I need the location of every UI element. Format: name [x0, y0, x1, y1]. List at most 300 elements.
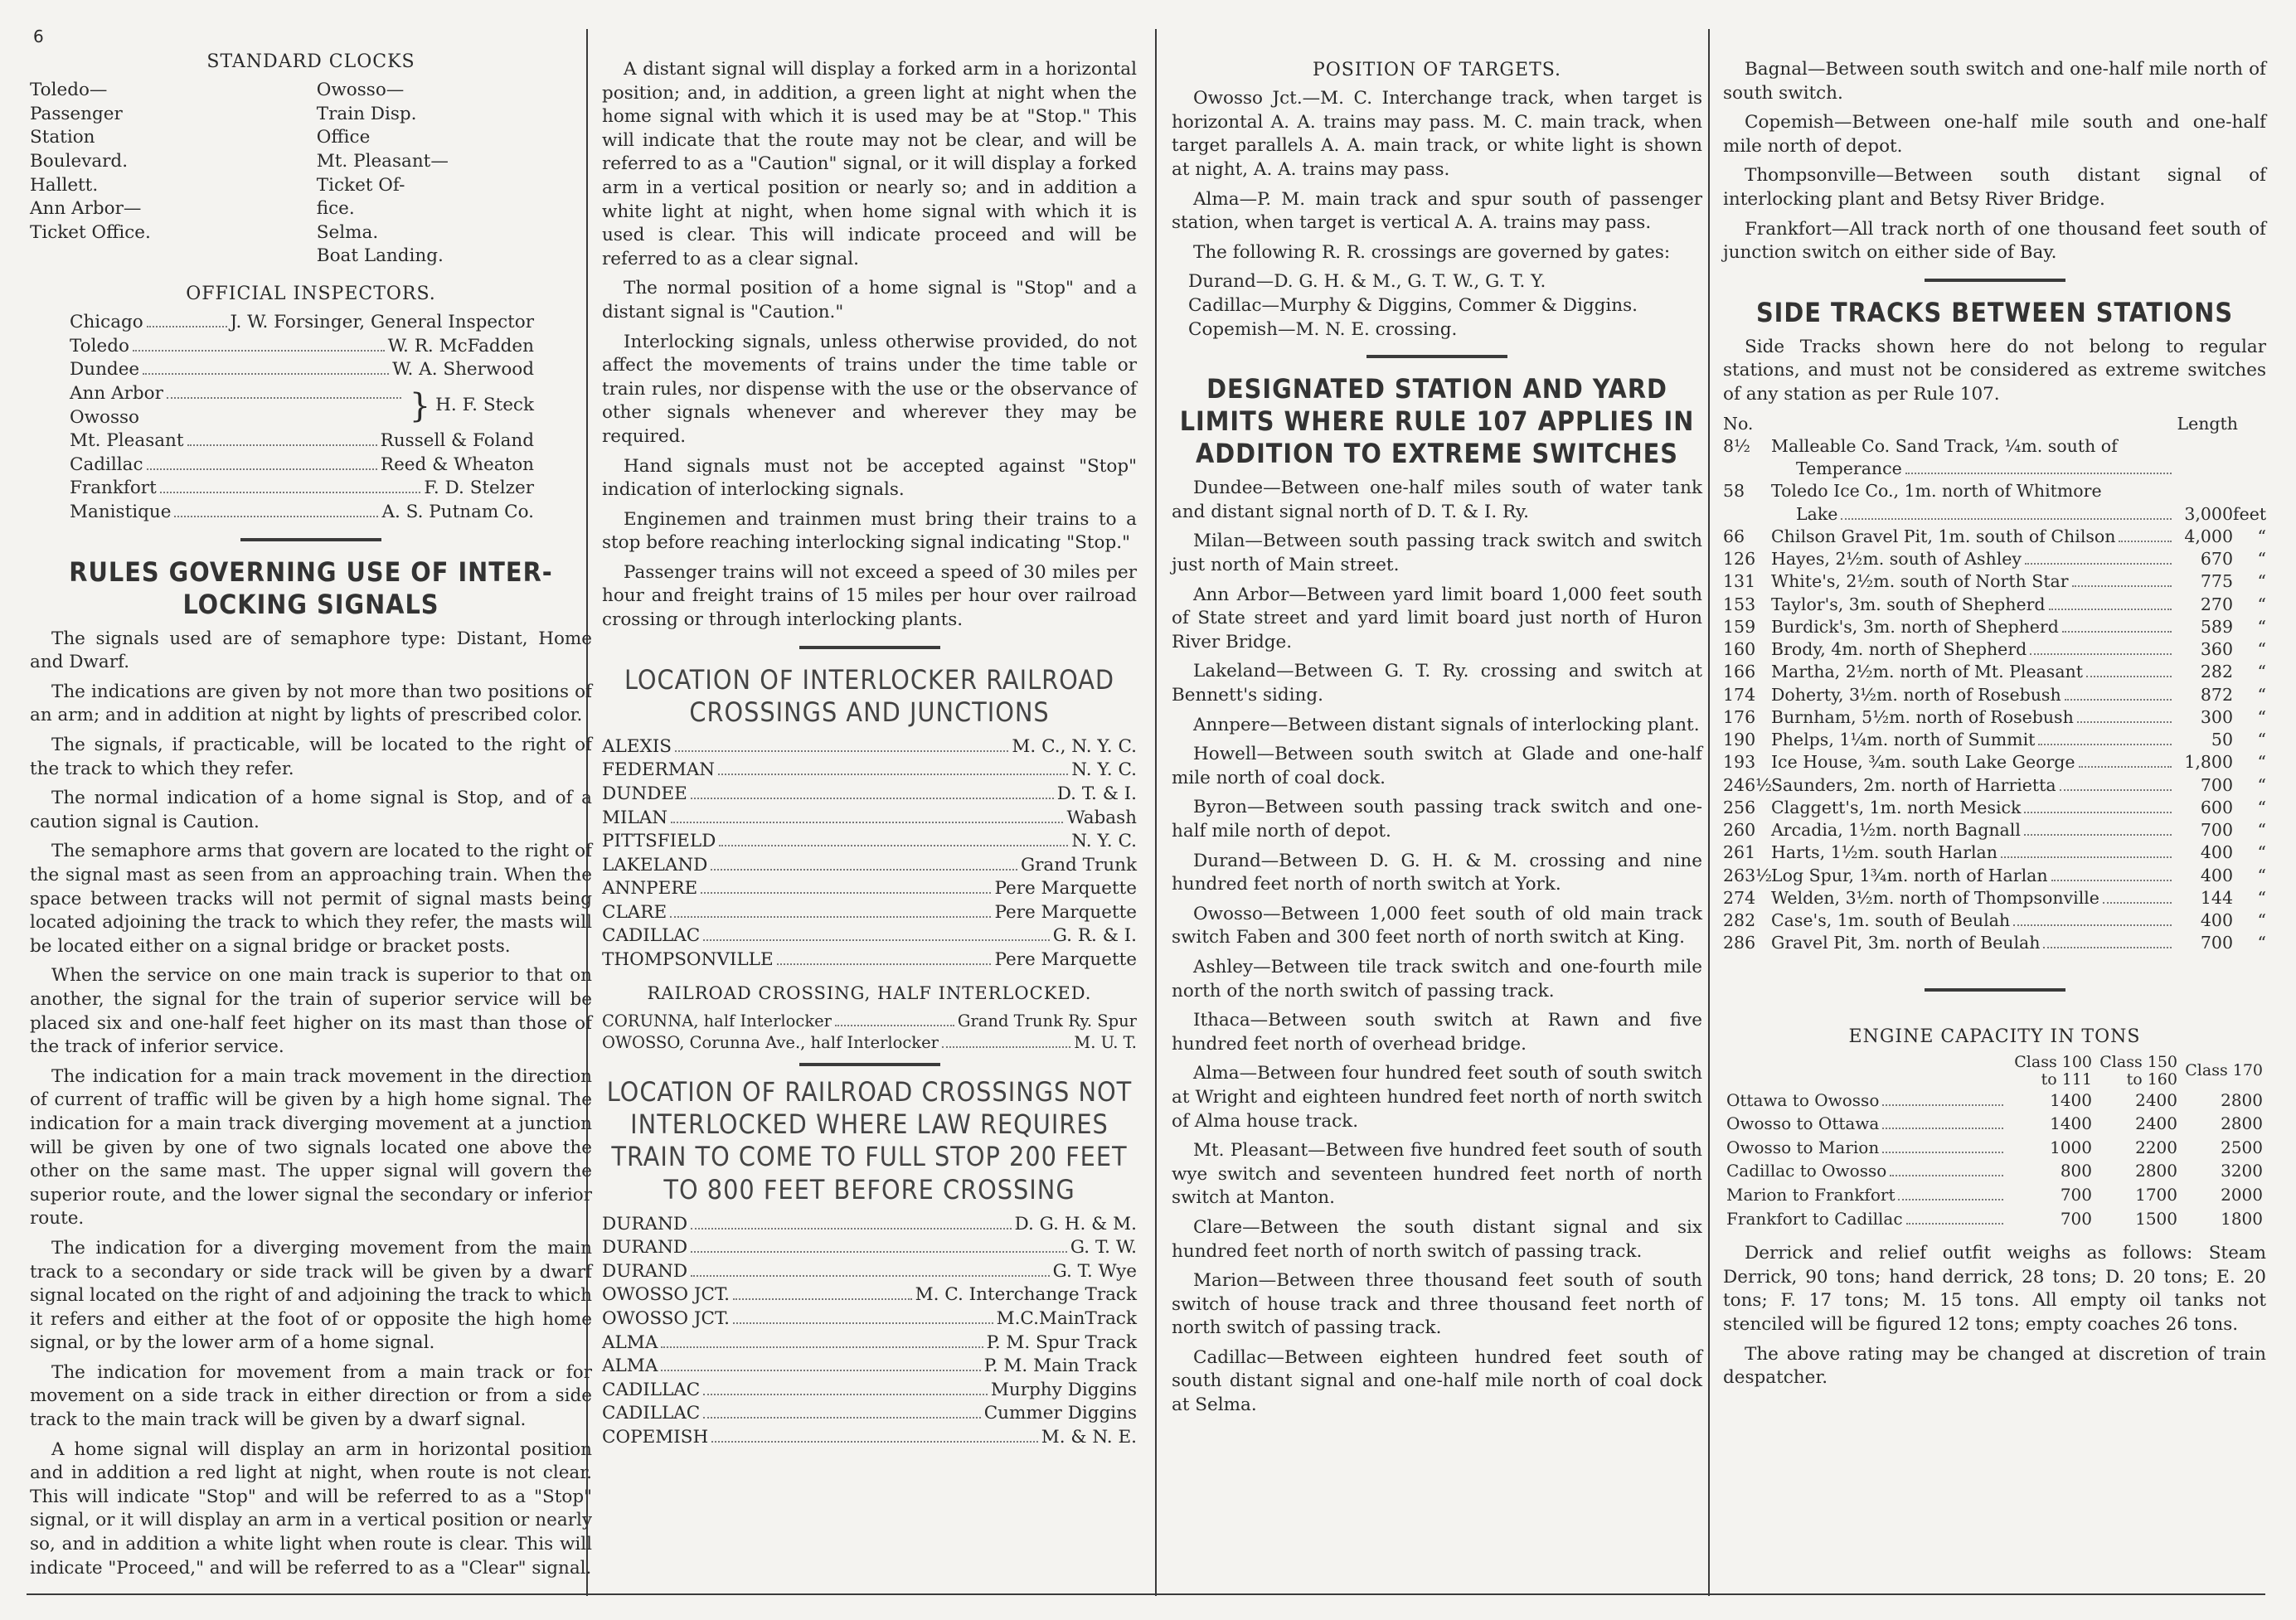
targets-text: [1172, 87, 1702, 235]
interlocker-row-place: DUNDEE: [602, 783, 687, 804]
inspector-row: [70, 382, 405, 406]
side-track-length: 700: [2200, 820, 2233, 841]
half-interlocked-list: [602, 1011, 1137, 1054]
paragraph: Byron—Between south passing track switch and one-half mile north of depot.: [1172, 797, 1702, 842]
side-track-length: 600: [2200, 797, 2233, 817]
inspectors-list: [70, 311, 534, 524]
side-track-length: 775: [2200, 571, 2233, 592]
paragraph: Lakeland—Between G. T. Ry. crossing and switch at Bennett's siding.: [1172, 661, 1702, 706]
leader-dots: [2025, 563, 2172, 565]
inspector-row-value: Reed & Wheaton: [380, 454, 534, 475]
side-track-length: 50: [2211, 730, 2233, 750]
side-track-no: 126: [1723, 549, 1756, 570]
side-track-row: [1723, 751, 2266, 774]
interlocker-row-value: Pere Marquette: [994, 901, 1137, 923]
paragraph: The signals used are of semaphore type: Distant, Home and Dwarf.: [30, 628, 592, 673]
capacity-value: 1700: [2135, 1184, 2177, 1205]
side-track-no: 260: [1723, 820, 1756, 841]
interlocker-row-value: Pere Marquette: [994, 949, 1137, 971]
side-track-no: 160: [1723, 639, 1756, 660]
inspector-row-place: Mt. Pleasant: [70, 430, 184, 452]
paragraph: Enginemen and trainmen must bring their trains to a stop before reaching interlocking signal indicating "Stop.": [602, 508, 1137, 554]
inspector-row-value: W. R. McFadden: [387, 335, 534, 356]
paragraph: Dundee—Between one-half miles south of water tank and distant signal north of D. T. & I. Ry.: [1172, 478, 1702, 522]
not-interlocked-row: [602, 1379, 1137, 1403]
half-row: [602, 1011, 1137, 1032]
side-track-row: [1723, 819, 2266, 842]
capacity-route: [1723, 1136, 2010, 1160]
paragraph: Ashley—Between tile track switch and one-fourth mile north of the north switch of passing track.: [1172, 956, 1702, 1002]
clock-item: Boat Landing.: [316, 245, 444, 267]
not-interlocked-row-value: Murphy Diggins: [990, 1379, 1137, 1400]
half-interlocked-title: RAILROAD CROSSING, HALF INTERLOCKED.: [647, 982, 1092, 1003]
side-track-no: 159: [1723, 616, 1756, 637]
leader-dots: [703, 1394, 988, 1395]
interlocker-row-place: LAKELAND: [602, 854, 708, 875]
interlocker-row: [602, 854, 1137, 878]
capacity-row: [1723, 1183, 2266, 1207]
capacity-value: 1000: [2050, 1137, 2092, 1157]
gates-intro: The following R. R. crossings are governed by gates:: [1193, 241, 1671, 263]
capacity-route-name: Cadillac to Owosso: [1726, 1161, 1887, 1181]
column-3: [1172, 58, 1702, 1424]
not-interlocked-row-place: ALMA: [602, 1356, 658, 1377]
side-track-length: 872: [2200, 684, 2233, 705]
derrick-text: Derrick and relief outfit weighs as follows: Steam Derrick, 90 tons; hand derrick, 28 tons; D. 20 tons; E. 20 tons; F. 17 tons; M. 15 tons. All empty oil tanks not stenciled will be figured 12 tons; empty coaches 26 tons.: [1723, 1243, 2266, 1335]
capacity-row: [1723, 1159, 2266, 1183]
paragraph: The indication for a main track movement in the direction of current of traffic will be given by a high home signal. The indication for a main track diverging movement at a junction will be given by one of two signals located one above the other on the same mast. The upper signal will govern the superior route, and the lower signal the secondary or inferior route.: [30, 1065, 592, 1230]
page-number: 6: [33, 27, 44, 46]
paragraph: Owosso—Between 1,000 feet south of old main track switch Faben and 300 feet north of north switch at King.: [1172, 903, 1702, 948]
leader-dots: [1890, 1175, 2003, 1176]
leader-dots: [835, 1025, 954, 1026]
side-track-length: 589: [2200, 616, 2233, 637]
interlocker-row-value: Pere Marquette: [994, 878, 1137, 900]
paragraph: Mt. Pleasant—Between five hundred feet south of south wye switch and seventeen hundred feet north of north switch at Manton.: [1172, 1140, 1702, 1209]
side-track-row: [1723, 526, 2266, 548]
inspector-row: [70, 429, 534, 454]
not-interlocked-row-place: COPEMISH: [602, 1426, 709, 1448]
paragraph: Copemish—Between one-half mile south and one-half mile north of depot.: [1723, 112, 2266, 157]
capacity-route: [1723, 1183, 2010, 1207]
side-track-name: Case's, 1m. south of Beulah: [1771, 910, 2011, 931]
leader-dots: [2060, 789, 2172, 791]
capacity-route-name: Marion to Frankfort: [1726, 1184, 1896, 1205]
side-track-length: 400: [2200, 910, 2233, 931]
side-track-row: [1723, 570, 2266, 593]
leader-dots: [2038, 744, 2172, 745]
inspector-row: [70, 335, 534, 359]
not-interlocked-list: [602, 1213, 1137, 1450]
side-track-name: White's, 2½m. south of North Star: [1771, 571, 2069, 592]
not-interlocked-row-place: OWOSSO JCT.: [602, 1284, 730, 1306]
inspector-row: [70, 311, 534, 335]
clock-item: Ann Arbor—Ticket Office.: [30, 198, 151, 243]
side-track-row: [1723, 684, 2266, 706]
leader-dots: [174, 516, 378, 517]
capacity-route-name: Owosso to Marion: [1726, 1137, 1880, 1157]
side-track-no: 190: [1723, 730, 1756, 750]
capacity-row: [1723, 1207, 2266, 1231]
side-track-no: 263½: [1723, 865, 1772, 885]
capacity-row: [1723, 1089, 2266, 1113]
side-track-no: 8½: [1723, 435, 1750, 456]
side-track-no: 274: [1723, 887, 1756, 908]
capacity-title: ENGINE CAPACITY IN TONS: [1848, 1026, 2141, 1047]
interlocker-row: [602, 877, 1137, 901]
gate-item: Cadillac—Murphy & Diggins, Commer & Diggins.: [1188, 295, 1638, 316]
side-track-row: [1723, 594, 2266, 616]
leader-dots: [147, 326, 227, 327]
side-track-unit: “: [2257, 571, 2266, 592]
leader-dots: [2077, 721, 2172, 723]
leader-dots: [1882, 1152, 2003, 1153]
not-interlocked-row-place: OWOSSO JCT.: [602, 1307, 730, 1329]
inspector-row-place: Owosso: [70, 406, 139, 428]
interlocker-row-place: ALEXIS: [602, 735, 672, 757]
column-4: [1723, 58, 2266, 1396]
paragraph: Marion—Between three thousand feet south of south switch of house track and three thousand feet north of north switch of passing track.: [1172, 1270, 1702, 1339]
gate-item: Durand—D. G. H. & M., G. T. W., G. T. Y.: [1188, 271, 1546, 293]
leader-dots: [703, 1417, 980, 1419]
clock-item: Selma.: [316, 221, 379, 243]
not-interlocked-row: [602, 1355, 1137, 1379]
paragraph: When the service on one main track is superior to that on another, the signal for the train of superior service will be placed six and one-half feet higher on its mast than those of the track of inferior service.: [30, 965, 592, 1058]
side-track-unit: “: [2257, 526, 2266, 546]
inspector-row-place: Manistique: [70, 502, 172, 522]
side-track-name: Doherty, 3½m. north of Rosebush: [1771, 684, 2061, 705]
not-interlocked-row-value: M. C. Interchange Track: [915, 1284, 1137, 1306]
side-track-row: [1723, 638, 2266, 661]
not-interlocked-row-value: M.C.MainTrack: [996, 1307, 1137, 1329]
side-track-no: 176: [1723, 706, 1756, 727]
paragraph: The signals, if practicable, will be located to the right of the track to which they refer.: [30, 735, 592, 779]
side-track-length: 360: [2200, 639, 2233, 660]
interlocker-row-value: N. Y. C.: [1071, 831, 1137, 852]
capacity-value: 2500: [2221, 1137, 2263, 1157]
side-track-length: 144: [2200, 887, 2233, 908]
capacity-value: 700: [2060, 1184, 2092, 1205]
interlocker-list: [602, 735, 1137, 972]
paragraph: Owosso Jct.—M. C. Interchange track, when target is horizontal A. A. trains may pass. M. C. main track, when target parallels A. A. main track, or white light is shown at night, A. A. trains may pass.: [1172, 88, 1702, 181]
leader-dots: [719, 845, 1068, 846]
leader-dots: [718, 774, 1068, 775]
leader-dots: [133, 350, 385, 352]
rules-text: [30, 628, 592, 1581]
interlocker-row: [602, 783, 1137, 807]
side-track-length: 670: [2200, 549, 2233, 570]
half-row-value: M. U. T.: [1074, 1032, 1137, 1052]
side-track-no: 66: [1723, 526, 1745, 546]
side-track-unit: “: [2257, 887, 2266, 908]
side-track-name: Ice House, ¾m. south Lake George: [1771, 752, 2075, 773]
inspector-brace: Ann Arbor Owosso } H. F. Steck: [70, 382, 534, 429]
capacity-value: 1400: [2050, 1089, 2092, 1110]
side-track-unit: “: [2257, 639, 2266, 660]
section-rule: [799, 1063, 940, 1066]
side-track-name: Chilson Gravel Pit, 1m. south of Chilson: [1771, 526, 2116, 546]
leader-dots: [187, 444, 377, 446]
not-interlocked-row-value: P. M. Spur Track: [986, 1331, 1137, 1353]
side-track-name: Log Spur, 1¾m. north of Harlan: [1771, 865, 2048, 885]
side-track-row: [1723, 503, 2266, 526]
side-track-unit: “: [2257, 662, 2266, 682]
gates-list: [1188, 270, 1702, 342]
interlocker-row-value: Wabash: [1066, 807, 1137, 828]
side-track-name: Arcadia, 1½m. north Bagnall: [1771, 820, 2021, 841]
leader-dots: [2086, 676, 2172, 677]
leader-dots: [2072, 585, 2172, 587]
side-track-length: 270: [2200, 594, 2233, 614]
side-tracks-intro: Side Tracks shown here do not belong to regular stations, and must not be considered as extreme switches of any station as per Rule 107.: [1723, 336, 2266, 405]
clocks-list: [30, 79, 592, 269]
clock-item: Owosso—Train Disp. Office: [316, 80, 417, 148]
interlocker-row-place: THOMPSONVILLE: [602, 949, 774, 971]
capacity-value: 2400: [2135, 1089, 2177, 1110]
clocks-title: STANDARD CLOCKS: [206, 51, 415, 72]
clock-item: Hallett.: [30, 174, 99, 196]
leader-dots: [701, 892, 991, 894]
leader-dots: [691, 1228, 1011, 1230]
paragraph: Clare—Between the south distant signal and six hundred feet north of north switch of passing track.: [1172, 1216, 1702, 1262]
inspector-row: [70, 358, 534, 382]
paragraph: Howell—Between south switch at Glade and one-half mile north of coal dock.: [1172, 744, 1702, 788]
leader-dots: [2024, 812, 2172, 813]
side-track-length: 282: [2200, 662, 2233, 682]
capacity-route-name: Ottawa to Owosso: [1726, 1089, 1880, 1110]
capacity-route: [1723, 1089, 2010, 1113]
leader-dots: [2051, 880, 2172, 881]
leader-dots: [703, 939, 1050, 941]
not-interlocked-row: [602, 1307, 1137, 1331]
side-track-name: Taylor's, 3m. south of Shepherd: [1771, 594, 2046, 614]
not-interlocked-row-place: DURAND: [602, 1237, 688, 1259]
leader-dots: [2043, 947, 2172, 948]
interlocker-row: [602, 735, 1137, 759]
inspector-row-place: Toledo: [70, 335, 129, 356]
inspector-row-place: Cadillac: [70, 454, 143, 475]
yard-limits-cont: [1723, 58, 2266, 265]
targets-title: POSITION OF TARGETS.: [1312, 60, 1562, 80]
paragraph: The normal indication of a home signal is Stop, and of a caution signal is Caution.: [30, 788, 592, 832]
inspector-row-value: W. A. Sherwood: [392, 359, 534, 381]
side-track-no: 166: [1723, 662, 1756, 682]
capacity-route-row: [1726, 1184, 2007, 1206]
capacity-value: 2800: [2221, 1113, 2263, 1134]
side-track-row: [1723, 797, 2266, 819]
side-track-name: Harts, 1½m. south Harlan: [1771, 842, 1997, 863]
not-interlocked-row-place: ALMA: [602, 1331, 658, 1353]
leader-dots: [691, 1251, 1067, 1253]
column-2: [602, 58, 1137, 1449]
side-track-name: Claggett's, 1m. north Mesick: [1771, 797, 2022, 817]
leader-dots: [2049, 609, 2172, 610]
not-interlocked-row-place: CADILLAC: [602, 1403, 701, 1424]
side-track-length: 1,800: [2184, 752, 2233, 773]
side-track-no: 282: [1723, 910, 1756, 931]
capacity-row: [1723, 1112, 2266, 1136]
side-track-length: 400: [2200, 842, 2233, 863]
paragraph: Passenger trains will not exceed a speed of 30 miles per hour and freight trains of 15 miles per hour over railroad crossing or through interlocking plants.: [602, 561, 1137, 631]
leader-dots: [691, 798, 1054, 799]
leader-dots: [2024, 834, 2172, 836]
side-track-unit: “: [2257, 797, 2266, 817]
not-interlocked-row: [602, 1260, 1137, 1284]
capacity-value: 2800: [2221, 1089, 2263, 1110]
interlocker-row-place: FEDERMAN: [602, 759, 716, 781]
side-track-unit: “: [2257, 706, 2266, 727]
capacity-row: [1723, 1136, 2266, 1160]
interlocker-row-place: MILAN: [602, 807, 668, 828]
capacity-value: 1500: [2135, 1208, 2177, 1229]
half-row: [602, 1032, 1137, 1054]
clocks-left: [30, 79, 305, 269]
not-interlocked-row-value: D. G. H. & M.: [1014, 1213, 1137, 1234]
side-track-unit: feet: [2233, 503, 2267, 524]
side-track-name: Martha, 2½m. north of Mt. Pleasant: [1771, 662, 2083, 682]
inspector-row-place: Chicago: [70, 312, 143, 333]
column-divider: [1155, 29, 1157, 1596]
side-track-unit: “: [2257, 684, 2266, 705]
side-track-name: Burnham, 5½m. north of Rosebush: [1771, 706, 2074, 727]
side-track-length: 700: [2200, 933, 2233, 953]
leader-dots: [711, 1441, 1037, 1443]
leader-dots: [147, 468, 377, 470]
section-rule: [1925, 988, 2065, 992]
capacity-value: 700: [2060, 1208, 2092, 1229]
side-track-unit: “: [2257, 549, 2266, 570]
capacity-value: 800: [2060, 1161, 2092, 1181]
leader-dots: [2001, 856, 2172, 858]
side-track-row: [1723, 480, 2266, 502]
clock-item: fice.: [316, 198, 355, 220]
side-track-name: Burdick's, 3m. north of Shepherd: [1771, 616, 2059, 637]
section-rule: [799, 646, 940, 649]
side-track-name: Gravel Pit, 3m. north of Beulah: [1771, 933, 2041, 953]
leader-dots: [167, 397, 401, 399]
interlocker-row-value: Grand Trunk: [1020, 854, 1137, 875]
leader-dots: [671, 822, 1063, 823]
capacity-route-name: Owosso to Ottawa: [1726, 1113, 1880, 1134]
not-interlocked-row: [602, 1236, 1137, 1260]
clock-item: Mt. Pleasant—Ticket Of-: [316, 151, 449, 196]
side-track-row: [1723, 435, 2266, 458]
inspector-row-place: Dundee: [70, 359, 140, 381]
side-track-row: [1723, 774, 2266, 797]
interlocker-row-place: CADILLAC: [602, 925, 701, 947]
paragraph: Cadillac—Between eighteen hundred feet south of south distant signal and one-half mile north of coal dock at Selma.: [1172, 1346, 1702, 1416]
side-track-name: Phelps, 1¼m. north of Summit: [1771, 730, 2036, 750]
leader-dots: [2030, 653, 2172, 655]
side-track-unit: “: [2257, 752, 2266, 773]
capacity-route-row: [1726, 1137, 2007, 1159]
capacity-value: 2800: [2135, 1161, 2177, 1181]
not-interlocked-row: [602, 1283, 1137, 1307]
side-track-row: [1723, 706, 2266, 729]
side-track-no: 193: [1723, 752, 1756, 773]
side-track-name: Brody, 4m. north of Shepherd: [1771, 639, 2027, 660]
paragraph: The indication for movement from a main track or for movement on a side track in either direction or from a side track to the main track will be given by a dwarf signal.: [30, 1361, 592, 1431]
capacity-value: 1400: [2050, 1113, 2092, 1134]
paragraph: Thompsonville—Between south distant signal of interlocking plant and Betsy River Bridge.: [1723, 165, 2266, 210]
side-track-unit: “: [2257, 594, 2266, 614]
not-interlocked-title: LOCATION OF RAILROAD CROSSINGS NOT INTERLOCKED WHERE LAW REQUIRES TRAIN TO COME TO FULL STOP 200 FEET TO 800 FEET BEFORE CROSSING: [606, 1076, 1133, 1205]
interlocker-row-value: D. T. & I.: [1056, 783, 1137, 804]
interlocker-row-value: M. C., N. Y. C.: [1012, 735, 1137, 757]
side-track-unit: “: [2257, 774, 2266, 795]
side-track-row: [1723, 548, 2266, 570]
side-track-no: 131: [1723, 571, 1756, 592]
inspectors-title: OFFICIAL INSPECTORS.: [186, 284, 436, 304]
side-track-row: [1723, 842, 2266, 864]
leader-dots: [2062, 631, 2172, 633]
paragraph: Alma—P. M. main track and spur south of passenger station, when target is vertical A. A. trains may pass.: [1172, 188, 1702, 234]
clocks-right: [317, 79, 592, 269]
side-track-length: 3,000: [2184, 503, 2233, 524]
inspector-row: [70, 406, 405, 430]
side-track-unit: “: [2257, 933, 2266, 953]
inspector-row-value: F. D. Stelzer: [424, 478, 534, 499]
paragraph: Milan—Between south passing track switch and switch just north of Main street.: [1172, 531, 1702, 576]
side-track-unit: “: [2257, 910, 2266, 931]
capacity-value: 2200: [2135, 1137, 2177, 1157]
leader-dots: [2013, 924, 2172, 926]
not-interlocked-row-value: P. M. Main Track: [983, 1356, 1137, 1377]
section-rule: [1366, 355, 1507, 358]
paragraph: Bagnal—Between south switch and one-half mile north of south switch.: [1723, 59, 2266, 104]
interlocker-row-value: G. R. & I.: [1052, 925, 1137, 947]
leader-dots: [942, 1046, 1070, 1048]
leader-dots: [2079, 766, 2172, 768]
capacity-value: 2400: [2135, 1113, 2177, 1134]
interlocker-row: [602, 901, 1137, 925]
inspector-row-value: J. W. Forsinger, General Inspector: [230, 312, 534, 333]
rules-title: RULES GOVERNING USE OF INTER-LOCKING SIGNALS: [69, 555, 553, 620]
leader-dots: [661, 1370, 980, 1371]
side-track-unit: “: [2257, 730, 2266, 750]
paragraph: A distant signal will display a forked arm in a horizontal position; and, in addition, a green light at night when the home signal with which it is used may be at "Stop." This will indicate that the route may not be clear, and will be referred to as a "Caution" signal, or it will display a forked arm in a vertical position or nearly so; and in addition a white light at night, when home signal with which it is used is clear. This will indicate proceed and will be referred to as a clear signal.: [602, 59, 1137, 269]
capacity-route-row: [1726, 1089, 2007, 1112]
side-track-row: [1723, 616, 2266, 638]
side-track-unit: “: [2257, 865, 2266, 885]
leader-dots: [143, 373, 389, 375]
leader-dots: [160, 492, 421, 493]
not-interlocked-row-value: Cummer Diggins: [983, 1403, 1137, 1424]
side-track-row: [1723, 661, 2266, 683]
interlocker-row: [602, 948, 1137, 972]
capacity-table: [1723, 1054, 2266, 1230]
not-interlocked-row-place: DURAND: [602, 1260, 688, 1282]
not-interlocked-row: [602, 1402, 1137, 1426]
side-track-row: [1723, 729, 2266, 751]
interlocker-row: [602, 759, 1137, 783]
side-track-no: 174: [1723, 684, 1756, 705]
leader-dots: [661, 1346, 983, 1348]
side-track-name: Saunders, 2m. north of Harrietta: [1771, 774, 2056, 795]
side-tracks-title: SIDE TRACKS BETWEEN STATIONS: [1755, 296, 2234, 328]
paragraph: Frankfort—All track north of one thousand feet south of junction switch on either side of Bay.: [1723, 218, 2266, 264]
side-track-name: Toledo Ice Co., 1m. north of Whitmore: [1771, 481, 2102, 502]
paragraph: A home signal will display an arm in horizontal position and in addition a red light at night, when route is not clear. This will indicate "Stop" and will be referred to as a "Stop" signal, or it will display an arm in a vertical position or nearly so, and in addition a white light when route is clear. This will indicate "Proceed," and will be referred to as a "Clear" signal.: [30, 1438, 592, 1579]
interlocker-row: [602, 807, 1137, 831]
bottom-rule: [27, 1593, 2265, 1595]
side-track-name: Welden, 3½m. north of Thompsonville: [1771, 887, 2099, 908]
yard-limits: [1172, 477, 1702, 1417]
side-track-no: 153: [1723, 594, 1756, 614]
side-track-unit: “: [2257, 842, 2266, 863]
capacity-head: Class 170: [2185, 1061, 2263, 1080]
side-track-row: [1723, 909, 2266, 932]
